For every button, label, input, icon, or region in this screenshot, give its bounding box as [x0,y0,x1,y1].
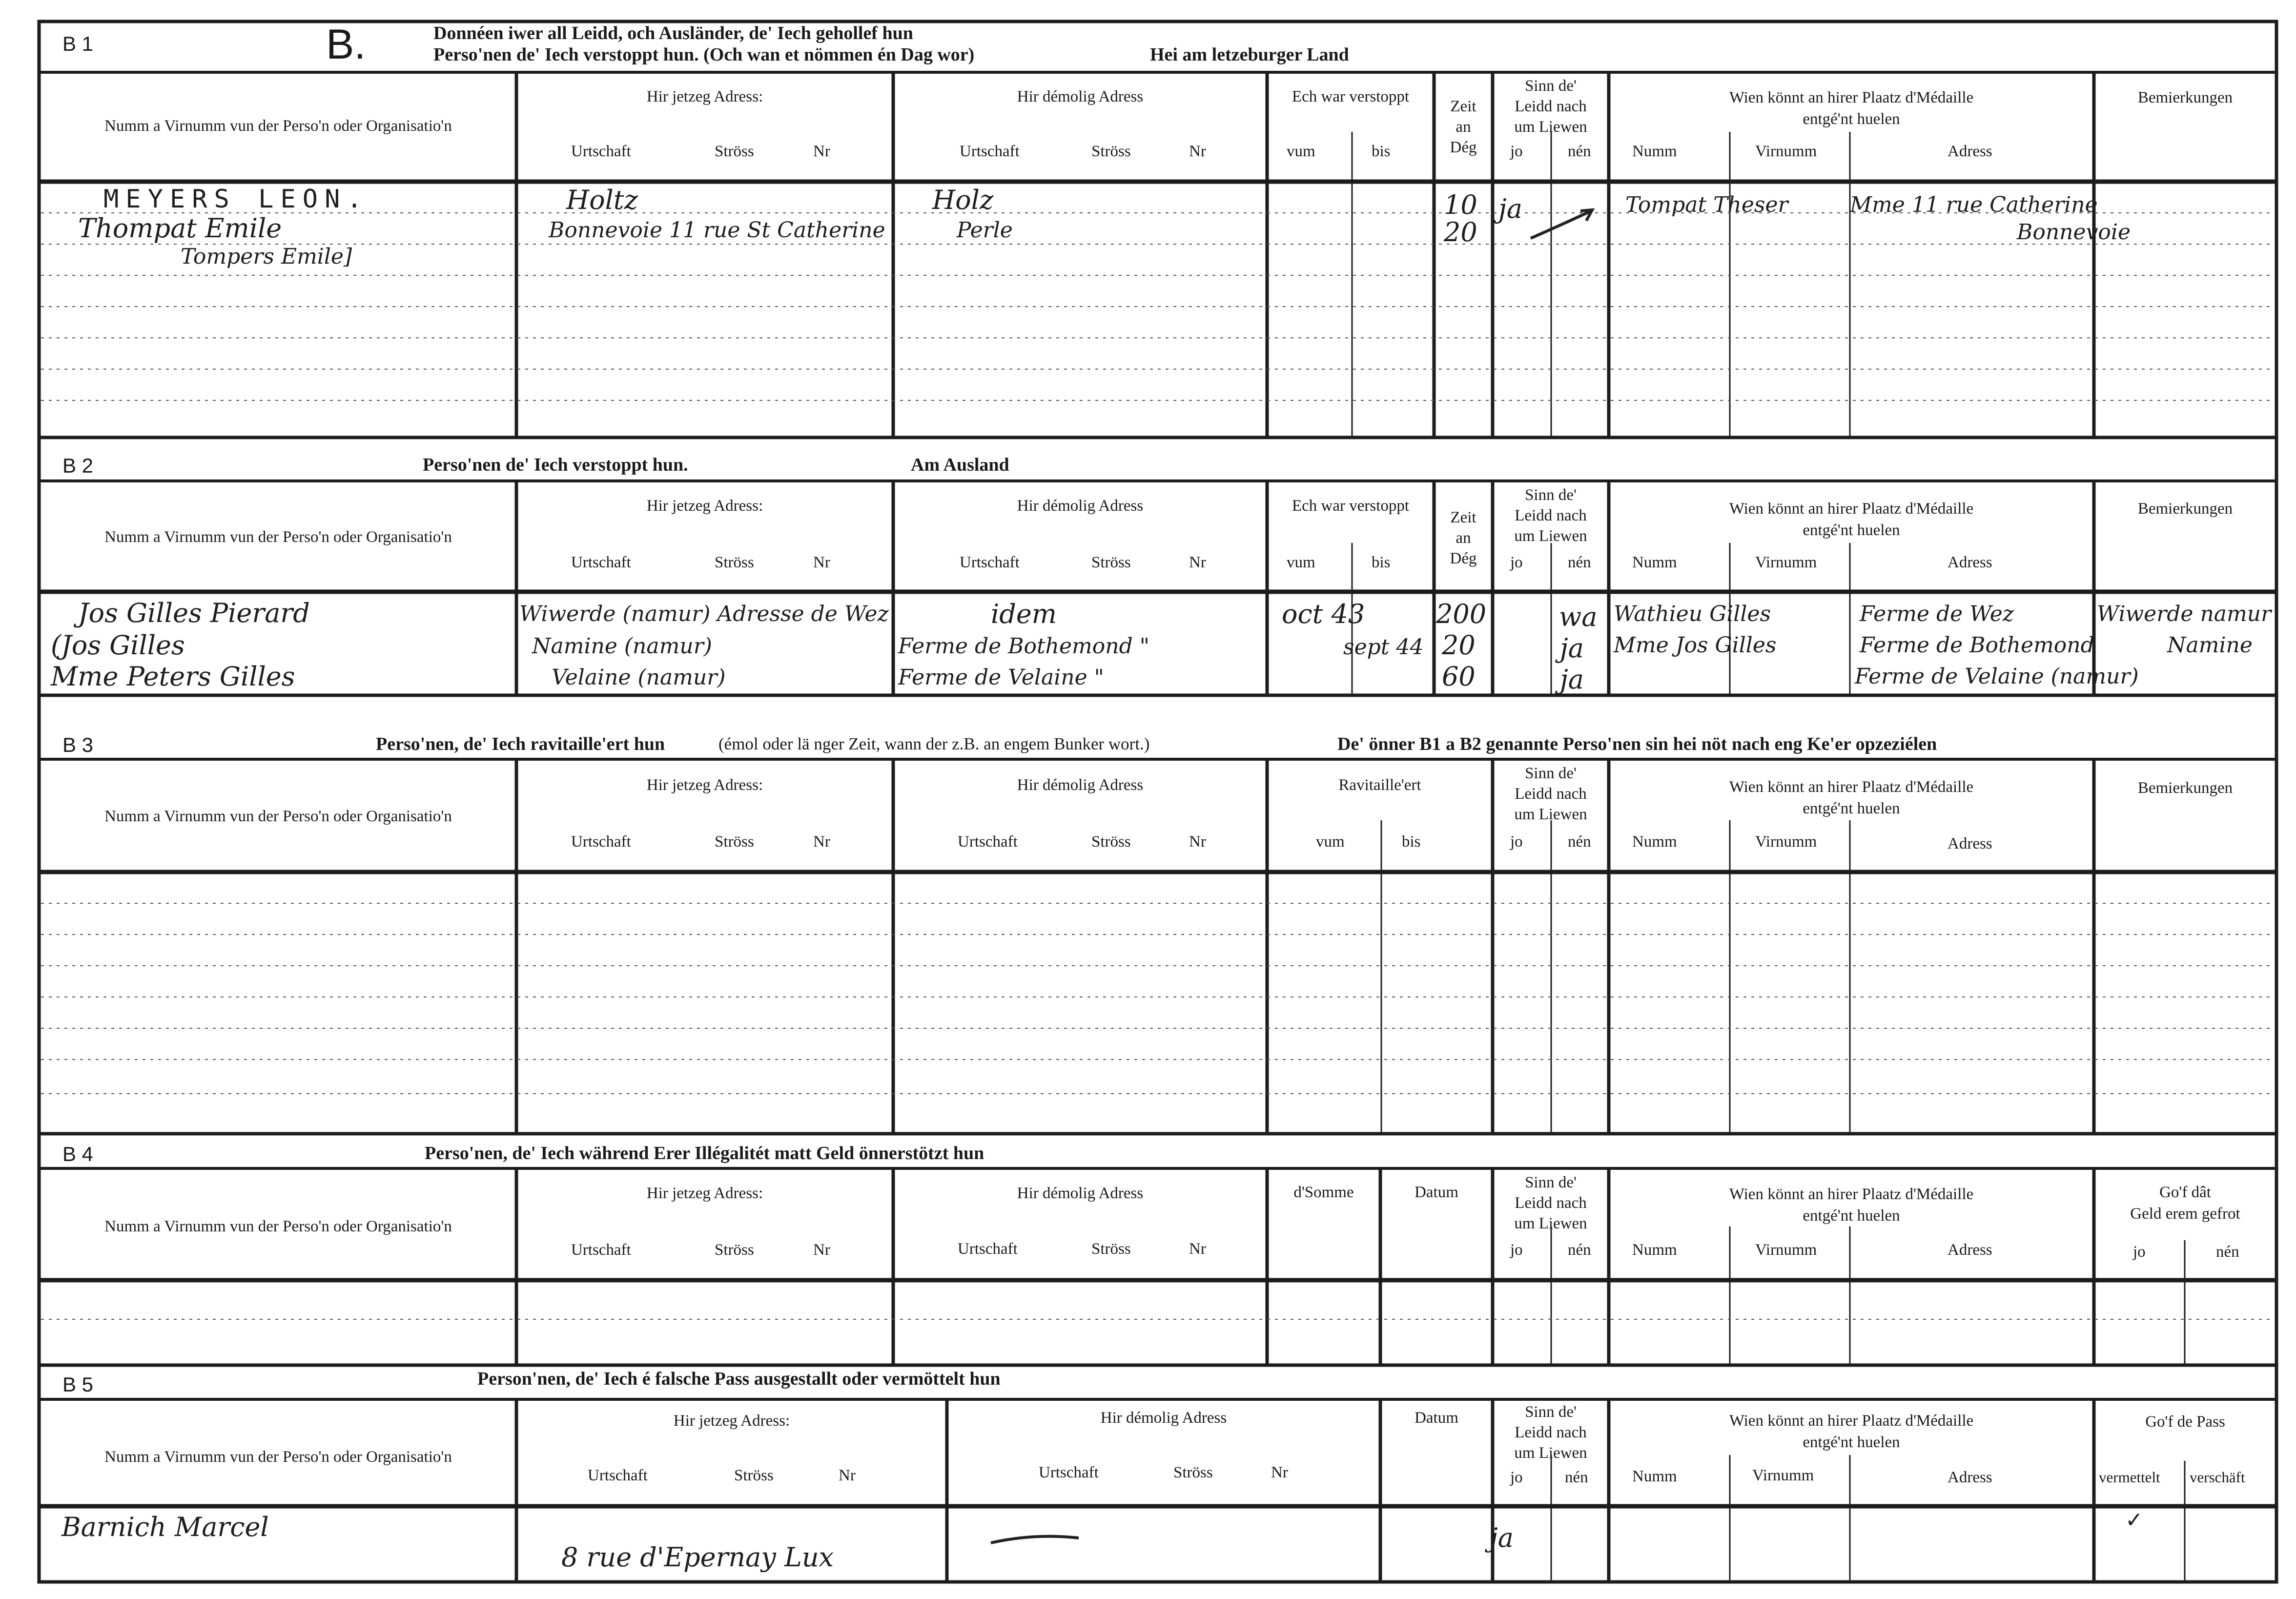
b4-col-name: Numm a Virnumm vun der Perso'n oder Organisatio'n [104,1218,452,1235]
b3-col-former-street: Ströss [1091,833,1131,851]
b1-col-to: bis [1372,143,1391,160]
b2-entry-medal1: Wathieu Gilles [1614,602,1771,626]
section-id-b4: B 4 [62,1142,94,1165]
b2-col-street: Ströss [715,554,754,571]
b3-title-extra: De' önner B1 a B2 genannte Perso'nen sin hei nöt nach eng Ke'er opzeziélen [1337,734,1937,754]
b1-col-city: Urtschaft [571,143,631,160]
b4-col-yes: jo [1510,1241,1523,1259]
b5-col-former-address: Hir démolig Adress [1100,1409,1227,1427]
b5-col-name: Numm a Virnumm vun der Perso'n oder Organisatio'n [104,1448,452,1466]
b3-col-to: bis [1402,833,1421,851]
b5-col-city: Urtschaft [588,1467,648,1484]
b3-col-current-address: Hir jetzeg Adress: [646,776,763,794]
b2-entry-name1: Jos Gilles Pierard [78,598,310,628]
b2-entry-maddr3: Ferme de Velaine (namur) [1855,664,2139,689]
b1-title-line1: Donnéen iwer all Leidd, och Ausländer, de' Iech gehollef hun [433,23,913,43]
b1-col-name: Numm a Virnumm vun der Perso'n oder Organisatio'n [104,117,452,135]
b1-col-former-street: Ströss [1091,143,1131,160]
b2-entry-name3: Mme Peters Gilles [51,661,295,692]
b1-entry-medal-addr: Mme 11 rue Catherine [1850,192,2098,217]
b4-col-medal-1: Wien könnt an hirer Plaatz d'Médaille [1729,1185,1974,1203]
b5-col-m-name: Numm [1632,1468,1677,1485]
b4-col-street: Ströss [715,1241,754,1259]
b2-col-name: Numm a Virnumm vun der Perso'n oder Organisatio'n [104,528,452,546]
b2-col-hidden: Ech war verstoppt [1292,497,1410,515]
b5-entry-alive1: ja [1490,1522,1514,1553]
b2-entry-to2: sept 44 [1343,635,1424,660]
b5-col-alive-1: Sinn de' [1525,1403,1577,1421]
b4-col-m-name: Numm [1632,1241,1677,1259]
b2-col-former-address: Hir démolig Adress [1017,497,1144,515]
b5-col-former-nr: Nr [1271,1464,1288,1481]
b4-col-former-street: Ströss [1091,1240,1131,1258]
b5-entry-check: ✓ [2125,1508,2143,1532]
b5-col-alive-3: um Liewen [1514,1444,1587,1462]
b1-col-time-1: Zeit [1450,98,1476,115]
b2-entry-maddr1: Ferme de Wez [1860,602,2014,626]
b2-col-m-first: Virnumm [1755,554,1817,571]
b5-col-medal-2: entgé'nt huelen [1803,1433,1900,1451]
b2-col-alive-3: um Liewen [1514,527,1587,545]
b1-col-from: vum [1287,143,1315,160]
b3-col-former-nr: Nr [1189,833,1206,851]
b4-col-alive-1: Sinn de' [1525,1174,1577,1191]
b1-col-alive-3: um Liewen [1514,118,1587,136]
b2-entry-days3: 60 [1442,661,1476,692]
b3-title-paren: (émol oder lä nger Zeit, wann der z.B. an engem Bunker wort.) [718,734,1150,753]
b2-entry-yes2: ja [1560,633,1584,664]
b1-col-m-addr: Adress [1948,143,1992,160]
b2-col-m-name: Numm [1632,554,1677,571]
b1-col-time-3: Dég [1450,139,1477,156]
b2-col-yes: jo [1510,554,1523,571]
b5-entry-addr1: 8 rue d'Epernay Lux [561,1542,834,1573]
b4-col-m-first: Virnumm [1755,1241,1817,1259]
b2-entry-addr3: Velaine (namur) [552,665,726,690]
b1-entry-addr2: Bonnevoie 11 rue St Catherine [549,218,885,243]
b1-entry-former1: Holz [932,185,994,215]
b3-col-m-addr: Adress [1948,835,1992,852]
b4-col-nr: Nr [813,1241,830,1259]
b2-entry-addr2: Namine (namur) [532,634,712,659]
b2-col-remarks: Bemierkungen [2137,500,2233,518]
b5-title: Person'nen, de' Iech é falsche Pass ausgestallt oder vermöttelt hun [477,1369,1001,1389]
b2-col-time-1: Zeit [1450,509,1476,526]
b1-entry-name3: Tompers Emile] [181,244,352,269]
b1-col-former-nr: Nr [1189,143,1206,160]
b3-col-name: Numm a Virnumm vun der Perso'n oder Organisatio'n [104,808,452,825]
b2-entry-rem1: Wiwerde namur [2097,602,2272,626]
b3-col-from: vum [1316,833,1345,851]
b4-col-gift-2: Geld erem gefrot [2130,1205,2240,1223]
b2-col-alive-1: Sinn de' [1525,486,1577,504]
b1-col-m-first: Virnumm [1755,143,1817,160]
b1-col-alive-1: Sinn de' [1525,77,1577,95]
b1-title-line2: Perso'nen de' Iech verstoppt hun. (Och wan et nömmen én Dag wor) [433,44,975,65]
b1-col-alive-2: Leidd nach [1515,98,1587,115]
b2-col-former-street: Ströss [1091,554,1131,571]
b3-col-medal-1: Wien könnt an hirer Plaatz d'Médaille [1729,778,1974,796]
b2-entry-no1: wa [1559,602,1598,632]
b2-entry-name2: (Jos Gilles [51,630,185,661]
b1-col-former-address: Hir démolig Adress [1017,88,1144,105]
b2-col-former-nr: Nr [1189,554,1206,571]
b1-col-current-address: Hir jetzeg Adress: [646,88,763,105]
section-id-b5: B 5 [62,1373,94,1396]
b5-col-medal-1: Wien könnt an hirer Plaatz d'Médaille [1729,1412,1974,1430]
section-letter: B. [326,21,366,68]
b2-entry-medal2: Mme Jos Gilles [1614,633,1777,658]
b1-entry-addr1: Holtz [566,185,638,215]
b2-col-nr: Nr [813,554,830,571]
b5-col-pass: Go'f de Pass [2145,1413,2225,1431]
b3-col-city: Urtschaft [571,833,631,851]
b1-title-extra: Hei am letzeburger Land [1150,44,1349,65]
b5-col-former-street: Ströss [1173,1464,1213,1481]
b1-col-m-name: Numm [1632,143,1677,160]
b3-col-m-name: Numm [1632,833,1677,851]
b2-col-time-2: an [1456,529,1471,547]
b4-col-m-addr: Adress [1948,1241,1992,1259]
b5-col-pass-a: vermettelt [2099,1469,2160,1486]
b1-entry-former2: Perle [957,218,1013,243]
b5-col-street: Ströss [734,1467,774,1484]
b2-entry-maddr2: Ferme de Bothemond [1860,633,2094,658]
b4-col-gift-1: Go'f dât [2159,1184,2211,1201]
b3-col-m-first: Virnumm [1755,833,1817,851]
b3-col-street: Ströss [715,833,754,851]
b5-col-nr: Nr [839,1467,856,1484]
b1-entry-name2: Thompat Emile [78,213,282,244]
b4-col-former-address: Hir démolig Adress [1017,1184,1144,1202]
b2-entry-from1: oct 43 [1282,599,1365,629]
b1-col-remarks: Bemierkungen [2137,89,2233,106]
b2-entry-former2: Ferme de Bothemond " [898,634,1149,659]
b1-entry-days1: 10 [1444,189,1477,220]
b5-col-date: Datum [1414,1409,1458,1427]
b4-col-gift-yes: jo [2133,1243,2146,1261]
b3-col-former-address: Hir démolig Adress [1017,776,1144,794]
b4-col-date: Datum [1414,1184,1458,1201]
b4-col-former-nr: Nr [1189,1240,1206,1258]
b4-col-former-city: Urtschaft [958,1240,1018,1258]
b2-col-from: vum [1287,554,1315,571]
b3-col-no: nén [1568,833,1591,851]
b2-col-m-addr: Adress [1948,554,1992,571]
b3-col-alive-2: Leidd nach [1515,785,1587,803]
b2-col-former-city: Urtschaft [960,554,1020,571]
b3-col-alive-1: Sinn de' [1525,765,1577,782]
b2-entry-former3: Ferme de Velaine " [898,665,1104,690]
b3-col-former-city: Urtschaft [958,833,1018,851]
b5-col-no: nén [1565,1469,1588,1486]
b5-entry-name1: Barnich Marcel [62,1512,269,1542]
b2-entry-former1: idem [991,599,1057,629]
b2-title: Perso'nen de' Iech verstoppt hun. [423,455,688,475]
b1-col-medal-2: entgé'nt huelen [1803,110,1900,128]
b3-title: Perso'nen, de' Iech ravitaille'ert hun [376,734,665,754]
b4-col-city: Urtschaft [571,1241,631,1259]
b2-col-time-3: Dég [1450,550,1477,567]
b1-col-hidden: Ech war verstoppt [1292,88,1410,105]
section-id-b2: B 2 [62,454,94,477]
b1-entry-medal-name: Tompat Theser [1625,192,1788,217]
b1-col-street: Ströss [715,143,754,160]
b2-entry-days2: 20 [1442,630,1476,661]
b5-col-alive-2: Leidd nach [1515,1424,1587,1441]
b1-entry-name1: MEYERS LEON. [103,185,369,214]
b1-col-former-city: Urtschaft [960,143,1020,160]
b1-col-time-2: an [1456,118,1471,136]
b3-col-nr: Nr [813,833,830,851]
b2-entry-days1: 200 [1436,599,1487,629]
b5-col-yes: jo [1510,1469,1523,1486]
b2-col-medal-2: entgé'nt huelen [1803,521,1900,539]
b1-entry-days2: 20 [1444,217,1477,248]
b2-col-current-address: Hir jetzeg Adress: [646,497,763,515]
b1-col-no: nén [1568,143,1591,160]
b2-entry-rem2: Namine [2167,633,2253,658]
b1-col-yes: jo [1510,143,1523,160]
b5-col-former-city: Urtschaft [1039,1464,1099,1481]
section-id-b1: B 1 [62,32,94,55]
b2-col-medal-1: Wien könnt an hirer Plaatz d'Médaille [1729,500,1974,518]
b1-col-medal-1: Wien könnt an hirer Plaatz d'Médaille [1729,89,1974,106]
b4-title: Perso'nen, de' Iech während Erer Illégalitét matt Geld önnerstötzt hun [425,1143,984,1163]
b3-col-yes: jo [1510,833,1523,851]
section-id-b3: B 3 [62,733,94,756]
b4-col-medal-2: entgé'nt huelen [1803,1207,1900,1225]
b4-col-sum: d'Somme [1293,1184,1354,1201]
b4-col-gift-no: nén [2216,1243,2239,1261]
b5-col-current-address: Hir jetzeg Adress: [673,1412,790,1430]
b3-col-supplied: Ravitaille'ert [1338,776,1421,794]
b5-col-m-first: Virnumm [1752,1467,1814,1484]
b3-col-remarks: Bemierkungen [2137,779,2233,797]
b2-entry-addr1: Wiwerde (namur) Adresse de Wez [519,602,889,626]
b1-col-nr: Nr [813,143,830,160]
b4-col-alive-2: Leidd nach [1515,1194,1587,1212]
b2-col-city: Urtschaft [571,554,631,571]
b2-entry-yes3: ja [1560,664,1584,695]
b3-col-alive-3: um Liewen [1514,806,1587,823]
b3-col-medal-2: entgé'nt huelen [1803,800,1900,817]
b4-col-current-address: Hir jetzeg Adress: [646,1184,763,1202]
b1-entry-alive1: ja [1498,193,1522,224]
b2-col-to: bis [1372,554,1391,571]
b4-col-no: nén [1568,1241,1591,1259]
b1-entry-medal-city: Bonnevoie [2017,220,2131,245]
b4-col-alive-3: um Liewen [1514,1215,1587,1232]
b2-col-alive-2: Leidd nach [1515,507,1587,524]
b2-col-no: nén [1568,554,1591,571]
b5-col-m-addr: Adress [1948,1469,1992,1486]
b2-title-extra: Am Ausland [911,455,1009,475]
b5-col-pass-b: verschäft [2190,1469,2245,1486]
